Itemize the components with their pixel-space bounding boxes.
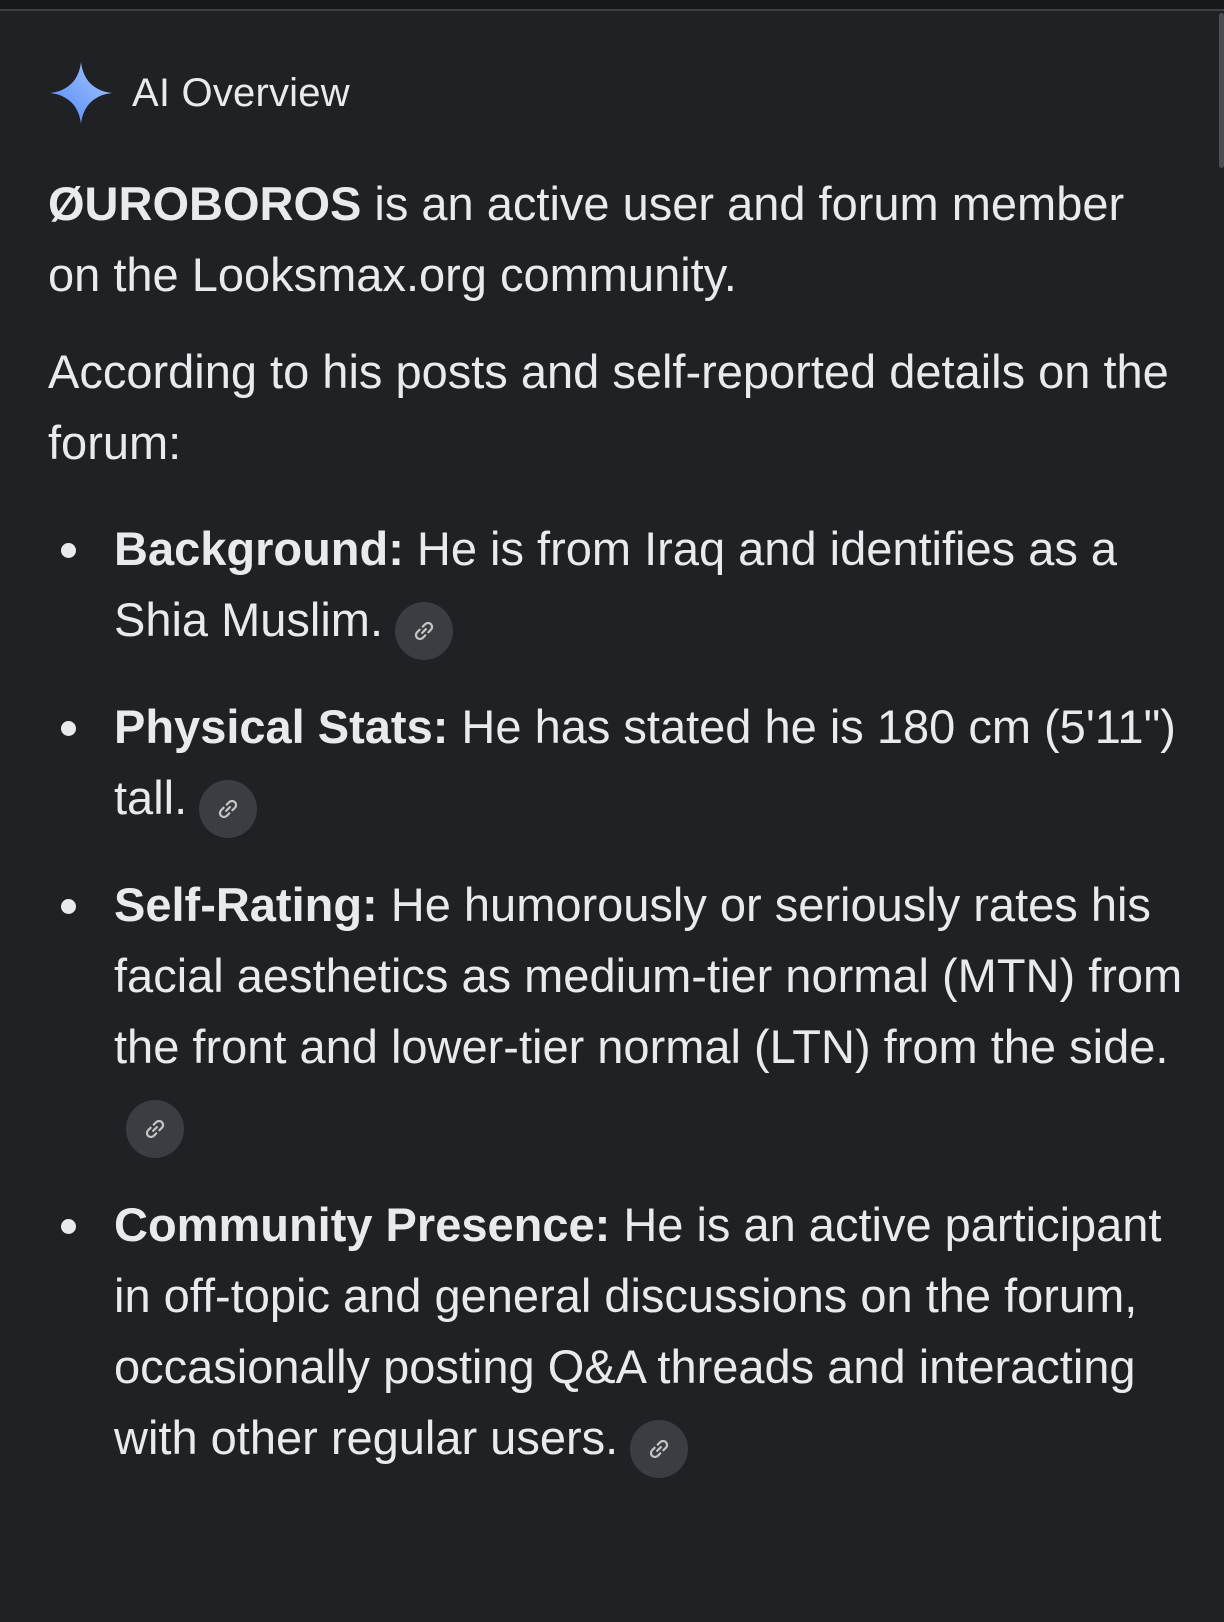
ai-overview-panel: [48, 60, 1188, 1509]
list-item-community-presence: [48, 1189, 1188, 1478]
bullet-text: He humorously or seriously rates his facial aesthetics as medium-tier normal (MTN) from the front and lower-tier normal (LTN) from the side.: [114, 878, 1183, 1073]
link-icon: [644, 1434, 674, 1464]
bullet-dot: [61, 543, 76, 558]
username: ØUROBOROS: [48, 177, 362, 230]
link-icon: [213, 794, 243, 824]
link-icon: [409, 616, 439, 646]
intro-text: is an active user and forum member on the Looksmax.org community.: [48, 177, 1125, 301]
bullet-text: He is from Iraq and identifies as a Shia Muslim.: [114, 522, 1118, 646]
bullet-dot: [61, 721, 76, 736]
top-divider: [0, 0, 1224, 11]
list-item-physical-stats: [48, 691, 1188, 838]
bullet-label: Background:: [114, 522, 404, 575]
ai-overview-header: [48, 60, 1188, 126]
sparkle-icon: [48, 60, 114, 126]
list-item-background: [48, 513, 1188, 660]
source-link-button[interactable]: [630, 1420, 688, 1478]
details-list: [48, 513, 1188, 1478]
source-link-button[interactable]: [126, 1100, 184, 1158]
bullet-dot: [61, 899, 76, 914]
source-link-button[interactable]: [395, 602, 453, 660]
bullet-label: Physical Stats:: [114, 700, 449, 753]
list-item-self-rating: [48, 869, 1188, 1158]
bullet-text: He is an active participant in off-topic and general discussions on the forum, occasionally posting Q&A threads and interacting with other regular users.: [114, 1198, 1162, 1464]
bullet-text: He has stated he is 180 cm (5'11") tall.: [114, 700, 1176, 824]
bullet-label: Community Presence:: [114, 1198, 611, 1251]
bullet-label: Self-Rating:: [114, 878, 378, 931]
bullet-dot: [61, 1219, 76, 1234]
intro-paragraph: [48, 168, 1188, 310]
link-icon: [140, 1114, 170, 1144]
source-link-button[interactable]: [199, 780, 257, 838]
ai-overview-title: AI Overview: [132, 70, 350, 115]
lead-paragraph: According to his posts and self-reported details on the forum:: [48, 345, 1169, 469]
scrollbar-thumb[interactable]: [1219, 13, 1224, 168]
